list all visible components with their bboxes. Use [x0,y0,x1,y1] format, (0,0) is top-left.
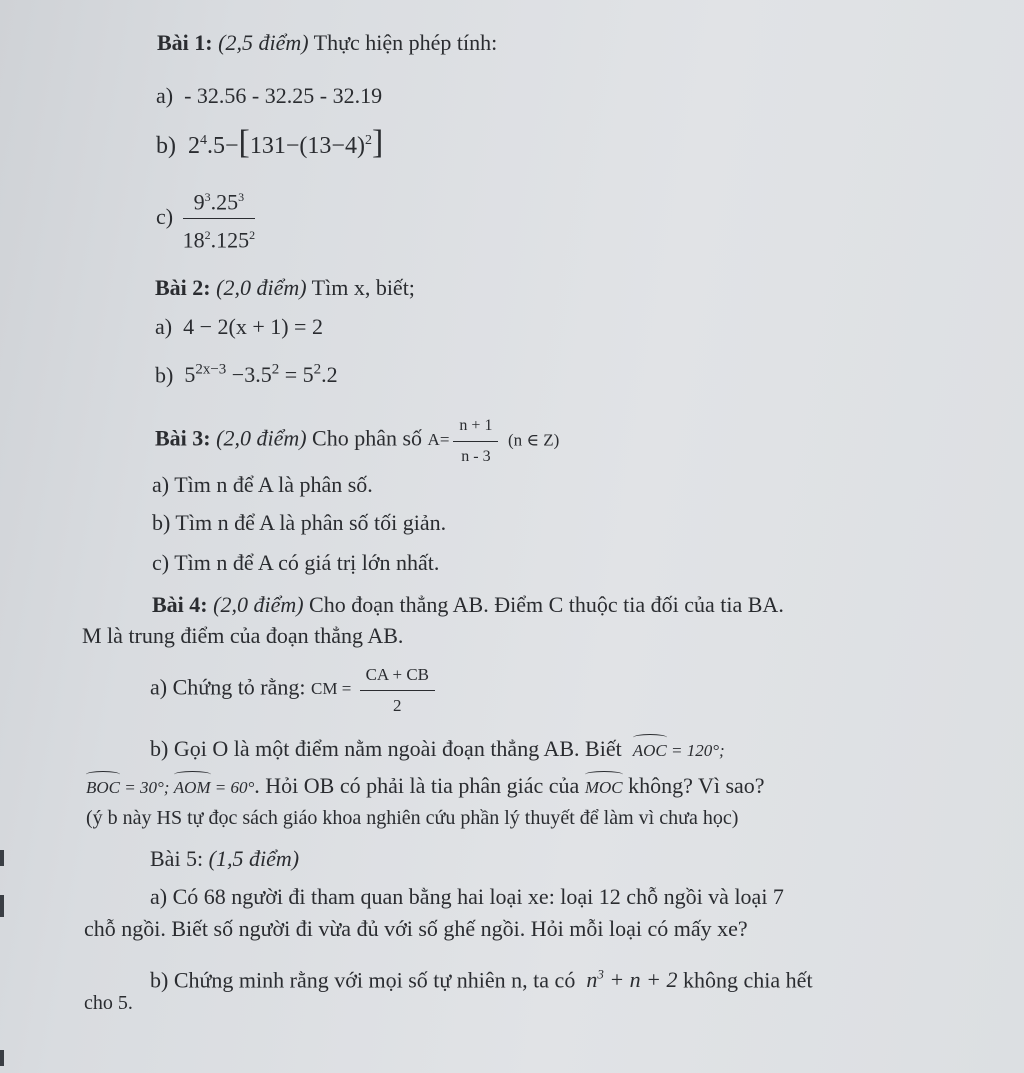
bai5-heading [150,846,299,872]
bai1-c-fraction: $\frac{9^3.25^3}{18^2.125^2}$ [183,183,256,255]
bai4-text1: Cho đoạn thẳng AB. Điểm C thuộc tia đối của tia BA. [309,592,784,617]
bai3-title: Bài 3: [155,425,211,451]
bai5-b-line2: cho 5. [84,992,133,1014]
bai1-b-label: b) [156,133,176,159]
bai3-a: a) Tìm n để A là phân số. [152,472,373,497]
bai5-b-expr: $n^3 + n + 2$ [586,967,678,993]
bai1-title: Bài 1: [157,30,213,55]
bai2-a-expr: 4 − 2(x + 1) = 2 [183,314,323,339]
bai5-b-line1 [150,962,813,993]
angle-moc: MOC [585,778,623,797]
bai3-points: (2,0 điểm) [216,425,307,451]
bai1-a-expr: - 32.56 - 32.25 - 32.19 [184,83,383,108]
bai2-b-label: b) [155,362,174,388]
angle-aoc: AOC = 120°; [633,741,725,760]
bai3-heading [155,413,559,470]
bai4-b-text2: . Hỏi OB có phải là tia phân giác của [254,773,580,798]
bai4-b-text: b) Gọi O là một điểm nằm ngoài đoạn thẳng AB. Biết [150,736,622,761]
bai1-a [156,83,382,109]
bai5-title: Bài 5: [150,846,204,871]
bai5-points: (1,5 điểm) [208,846,300,871]
bai3-fraction-A: A= $\frac{n + 1}{n - 3}$ [428,430,503,449]
bai4-a-formula: CM = $\frac{CA + CB}{2}$ [311,679,439,698]
page-edge-mark [0,1050,4,1066]
bai1-b-expr: $2^4.5-[131-(13-4)^2]$ [188,124,384,161]
bai1-a-label: a) [156,83,174,108]
bai5-b-text: b) Chứng minh rằng với mọi số tự nhiên n, ta có [150,967,576,993]
bai2-b [155,357,338,388]
angle-boc: BOC = 30°; AOM = 60° [86,778,254,797]
bai4-note: (ý b này HS tự đọc sách giáo khoa nghiên cứu phần lý thuyết để làm vì chưa học) [86,807,739,829]
bai5-a-line2: chỗ ngồi. Biết số người đi vừa đủ với số ghế ngồi. Hỏi mỗi loại có mấy xe? [84,916,748,941]
bai2-points: (2,0 điểm) [216,275,307,300]
bai1-heading [157,30,497,56]
bai1-c-label: c) [156,203,174,229]
bai2-a [155,314,323,340]
bai1-text: Thực hiện phép tính: [313,30,498,55]
bai1-points: (2,5 điểm) [218,30,309,55]
bai1-b [156,124,384,161]
bai3-condition: (n ∈ Z) [507,430,560,450]
bai4-a [150,662,439,719]
page-edge-mark [0,895,4,917]
bai4-b-line2 [86,773,765,801]
bai2-a-label: a) [155,314,173,339]
page-edge-mark [0,850,4,866]
bai2-text: Tìm x, biết; [311,275,415,300]
bai2-title: Bài 2: [155,275,211,300]
bai4-heading [152,592,784,618]
bai4-text2: M là trung điểm của đoạn thẳng AB. [82,623,404,648]
bai5-a-line1: a) Có 68 người đi tham quan bằng hai loại xe: loại 12 chỗ ngồi và loại 7 [150,884,784,909]
bai4-b-line1 [150,736,725,764]
bai5-b-tail: không chia hết [683,967,813,993]
bai3-c: c) Tìm n để A có giá trị lớn nhất. [152,550,440,575]
bai4-points: (2,0 điểm) [213,592,304,617]
bai2-heading [155,275,415,301]
bai3-text: Cho phân số [312,425,423,451]
bai4-b-text3: không? Vì sao? [628,773,765,798]
bai4-a-text: a) Chứng tỏ rằng: [150,674,306,700]
bai2-b-expr: $5^{2x-3} -3.5^2 = 5^2.2$ [184,362,338,388]
bai4-title: Bài 4: [152,592,208,617]
bai3-b: b) Tìm n để A là phân số tối giản. [152,510,447,535]
bai1-c [156,183,259,255]
